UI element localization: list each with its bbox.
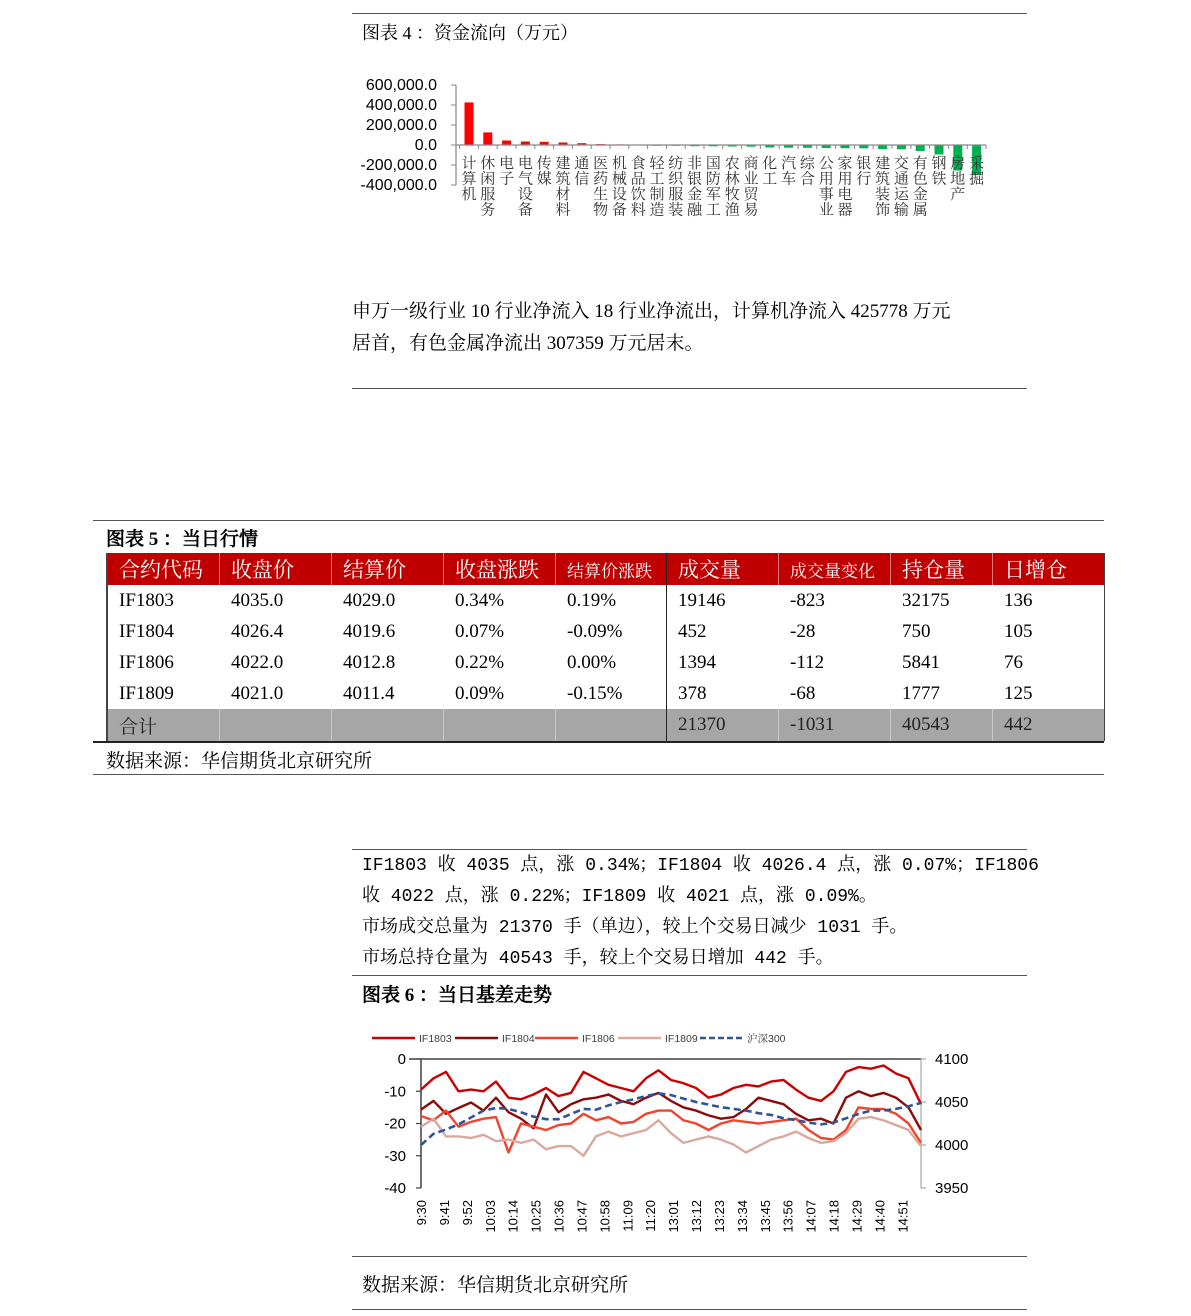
category-label: 休闲服务 [480, 156, 496, 219]
total-cell [444, 709, 556, 741]
category-label: 公用事业 [818, 156, 834, 219]
x-tick-label: 10:58 [597, 1200, 613, 1233]
cell-settle: 4029.0 [343, 589, 396, 611]
y-tick-label: -400,000.0 [360, 177, 437, 194]
cell-oi-change: 105 [1004, 620, 1033, 642]
cell-settle-change: 0.00% [556, 647, 667, 678]
cell-volume-change: -823 [790, 589, 825, 611]
category-label: 电气设备 [517, 156, 533, 219]
category-label: 农林牧渔 [724, 156, 740, 219]
table-row [108, 678, 1104, 709]
category-label: 计算机 [461, 156, 477, 203]
total-cell [220, 709, 332, 741]
cell-open-interest: 1777 [902, 682, 940, 704]
cell-settle-change: -0.15% [556, 678, 667, 709]
col-header: 收盘涨跌 [444, 553, 556, 585]
legend-label: 沪深300 [747, 1033, 786, 1045]
total-open-interest: 40543 [891, 709, 993, 741]
category-label: 化工 [762, 156, 778, 188]
commentary-line: IF1803 收 4035 点，涨 0.34%；IF1804 收 4026.4 点，涨 0.07%；IF1806 [362, 856, 1039, 876]
bar [465, 102, 474, 145]
category-label: 医药生物 [593, 156, 609, 219]
category-label: 通信 [574, 156, 590, 188]
cell-settle: 4019.6 [343, 620, 396, 642]
x-tick-label: 14:07 [803, 1200, 819, 1233]
cell-volume-change: -28 [790, 620, 816, 642]
category-label: 传媒 [536, 156, 552, 188]
cell-volume: 452 [678, 620, 707, 642]
total-volume-change: -1031 [779, 709, 891, 741]
cell-settle-change: 0.19% [556, 585, 667, 616]
category-label: 建筑材料 [555, 156, 571, 219]
cell-contract: IF1806 [119, 651, 174, 673]
cell-open-interest: 32175 [902, 589, 950, 611]
category-label: 钢铁 [931, 156, 947, 188]
commentary-line: 收 4022 点，涨 0.22%；IF1809 收 4021 点，涨 0.09%。 [362, 887, 877, 907]
legend-label: IF1803 [419, 1033, 452, 1045]
category-label: 房地产 [950, 156, 966, 203]
rule-fig4-top [352, 13, 1027, 14]
cell-close: 4021.0 [231, 682, 284, 704]
x-tick-label: 13:12 [689, 1200, 704, 1233]
fund-flow-bar-chart [340, 70, 1000, 230]
total-volume: 21370 [667, 709, 779, 741]
x-tick-label: 10:47 [574, 1200, 590, 1233]
x-tick-label: 13:23 [711, 1200, 727, 1233]
rule-fig5-bottom [93, 774, 1104, 775]
cell-contract: IF1803 [119, 589, 174, 611]
category-label: 机械设备 [611, 156, 627, 219]
category-label: 电子 [499, 156, 515, 188]
category-label: 建筑装饰 [875, 156, 891, 219]
legend-label: IF1804 [502, 1033, 535, 1045]
x-tick-label: 9:30 [414, 1200, 429, 1226]
y-tick-label: -200,000.0 [360, 157, 437, 174]
y-tick-label: 200,000.0 [365, 117, 437, 134]
cell-close-change: 0.34% [455, 589, 505, 611]
category-label: 银行 [856, 156, 872, 188]
table-row [108, 616, 1104, 647]
category-label: 非银金融 [687, 156, 703, 219]
col-header: 结算价涨跌 [556, 553, 667, 585]
fig5-source: 数据来源：华信期货北京研究所 [106, 751, 373, 772]
category-label: 家用电器 [837, 156, 853, 219]
total-cell [556, 709, 667, 741]
fig6-title: 图表 6 ：当日基差走势 [362, 985, 553, 1006]
x-tick-label: 9:41 [436, 1200, 452, 1226]
cell-close-change: 0.22% [455, 651, 505, 673]
col-header: 成交量变化 [779, 553, 891, 585]
bar [878, 145, 887, 149]
bar [897, 145, 906, 149]
bar [502, 141, 511, 146]
col-header: 持仓量 [891, 553, 993, 585]
cell-close: 4035.0 [231, 589, 284, 611]
basis-line-chart [350, 1020, 990, 1252]
cell-settle-change: -0.09% [556, 616, 667, 647]
rule-fig5-top [93, 520, 1104, 521]
right-tick-label: 4100 [935, 1051, 969, 1068]
table-row [108, 647, 1104, 678]
bar [935, 145, 944, 155]
col-header: 合约代码 [108, 553, 220, 585]
left-tick-label: 0 [397, 1051, 406, 1068]
x-tick-label: 13:34 [734, 1200, 750, 1233]
cell-volume: 1394 [678, 651, 716, 673]
left-tick-label: -40 [384, 1180, 406, 1197]
cell-settle: 4011.4 [343, 682, 395, 704]
cell-volume: 19146 [678, 589, 726, 611]
cell-oi-change: 136 [1004, 589, 1033, 611]
cell-volume-change: -112 [790, 651, 825, 673]
series-line-IF1809 [421, 1117, 921, 1156]
market-table [106, 553, 1105, 741]
x-tick-label: 13:01 [666, 1200, 682, 1233]
total-cell [332, 709, 444, 741]
left-tick-label: -30 [384, 1147, 406, 1165]
cell-close: 4022.0 [231, 651, 284, 673]
category-label: 交通运输 [893, 156, 909, 219]
col-header: 日增仓 [1004, 558, 1067, 582]
category-label: 综合 [799, 156, 815, 188]
total-oi-change: 442 [1004, 714, 1033, 735]
category-label: 食品饮料 [630, 156, 646, 219]
col-header: 收盘价 [220, 553, 332, 585]
commentary-line: 市场成交总量为 21370 手（单边），较上个交易日减少 1031 手。 [362, 918, 908, 938]
category-label: 采掘 [969, 156, 985, 188]
cell-oi-change: 125 [1004, 682, 1033, 704]
category-label: 国防军工 [705, 156, 721, 219]
cell-open-interest: 5841 [902, 651, 940, 673]
x-tick-label: 11:20 [643, 1200, 659, 1232]
bar [916, 145, 925, 151]
cell-settle: 4012.8 [343, 651, 396, 673]
commentary-line: 市场总持仓量为 40543 手，较上个交易日增加 442 手。 [362, 949, 834, 969]
x-tick-label: 10:03 [482, 1200, 498, 1233]
x-tick-label: 14:18 [826, 1200, 842, 1233]
cell-close: 4026.4 [231, 620, 284, 642]
table-row [108, 585, 1104, 616]
rule-commentary-bottom [352, 975, 1027, 976]
table-header-row [108, 553, 1104, 585]
left-tick-label: -20 [384, 1115, 406, 1133]
cell-contract: IF1804 [119, 620, 174, 642]
category-label: 轻工制造 [649, 156, 665, 219]
rule-fig6-bottom [352, 1256, 1027, 1257]
category-label: 有色金属 [912, 156, 928, 219]
right-tick-label: 3950 [935, 1180, 969, 1197]
x-tick-label: 14:51 [895, 1200, 911, 1233]
cell-volume-change: -68 [790, 682, 816, 704]
cell-oi-change: 76 [1004, 651, 1023, 673]
col-header: 结算价 [332, 553, 444, 585]
legend-label: IF1809 [665, 1033, 698, 1045]
y-tick-label: 600,000.0 [365, 77, 437, 94]
x-tick-label: 10:36 [551, 1200, 567, 1233]
table-total-row [108, 709, 1104, 741]
cell-volume: 378 [678, 682, 707, 704]
fig4-summary-line: 申万一级行业 10 行业净流入 18 行业净流出，计算机净流入 425778 万元 [352, 301, 951, 322]
y-tick-label: 0.0 [414, 137, 437, 154]
left-tick-label: -10 [384, 1083, 406, 1101]
bar [483, 132, 492, 145]
x-tick-label: 11:09 [620, 1200, 636, 1232]
fig4-summary-line: 居首，有色金属净流出 307359 万元居末。 [352, 333, 704, 354]
x-tick-label: 10:25 [528, 1200, 544, 1233]
legend-label: IF1806 [582, 1033, 615, 1045]
category-label: 商业贸易 [743, 156, 759, 219]
fig4-summary [352, 296, 951, 360]
fig4-title: 图表 4 ：资金流向（万元） [362, 23, 578, 43]
total-label: 合计 [108, 709, 220, 741]
x-tick-label: 13:45 [757, 1200, 773, 1233]
fig5-title: 图表 5 ：当日行情 [106, 529, 259, 550]
right-tick-label: 4050 [935, 1094, 969, 1111]
category-label: 纺织服装 [668, 156, 684, 219]
fig6-source: 数据来源：华信期货北京研究所 [362, 1275, 629, 1296]
x-tick-label: 9:52 [459, 1200, 475, 1226]
col-header: 成交量 [667, 553, 779, 585]
x-tick-label: 10:14 [505, 1200, 521, 1233]
rule-fig4-bottom [352, 388, 1027, 389]
x-tick-label: 13:56 [780, 1200, 796, 1233]
category-label: 汽车 [781, 156, 797, 188]
x-tick-label: 14:29 [849, 1200, 865, 1233]
y-tick-label: 400,000.0 [365, 97, 437, 114]
cell-open-interest: 750 [902, 620, 931, 642]
rule-fig6-end [352, 1309, 1027, 1310]
series-line-IF1806 [421, 1107, 921, 1152]
cell-close-change: 0.09% [455, 682, 505, 704]
cell-contract: IF1809 [119, 682, 174, 704]
x-tick-label: 14:40 [872, 1200, 888, 1233]
cell-close-change: 0.07% [455, 620, 505, 642]
rule-table-bottom [93, 741, 1104, 743]
right-tick-label: 4000 [935, 1137, 969, 1154]
market-commentary [362, 851, 1039, 975]
rule-commentary-top [352, 849, 1027, 850]
